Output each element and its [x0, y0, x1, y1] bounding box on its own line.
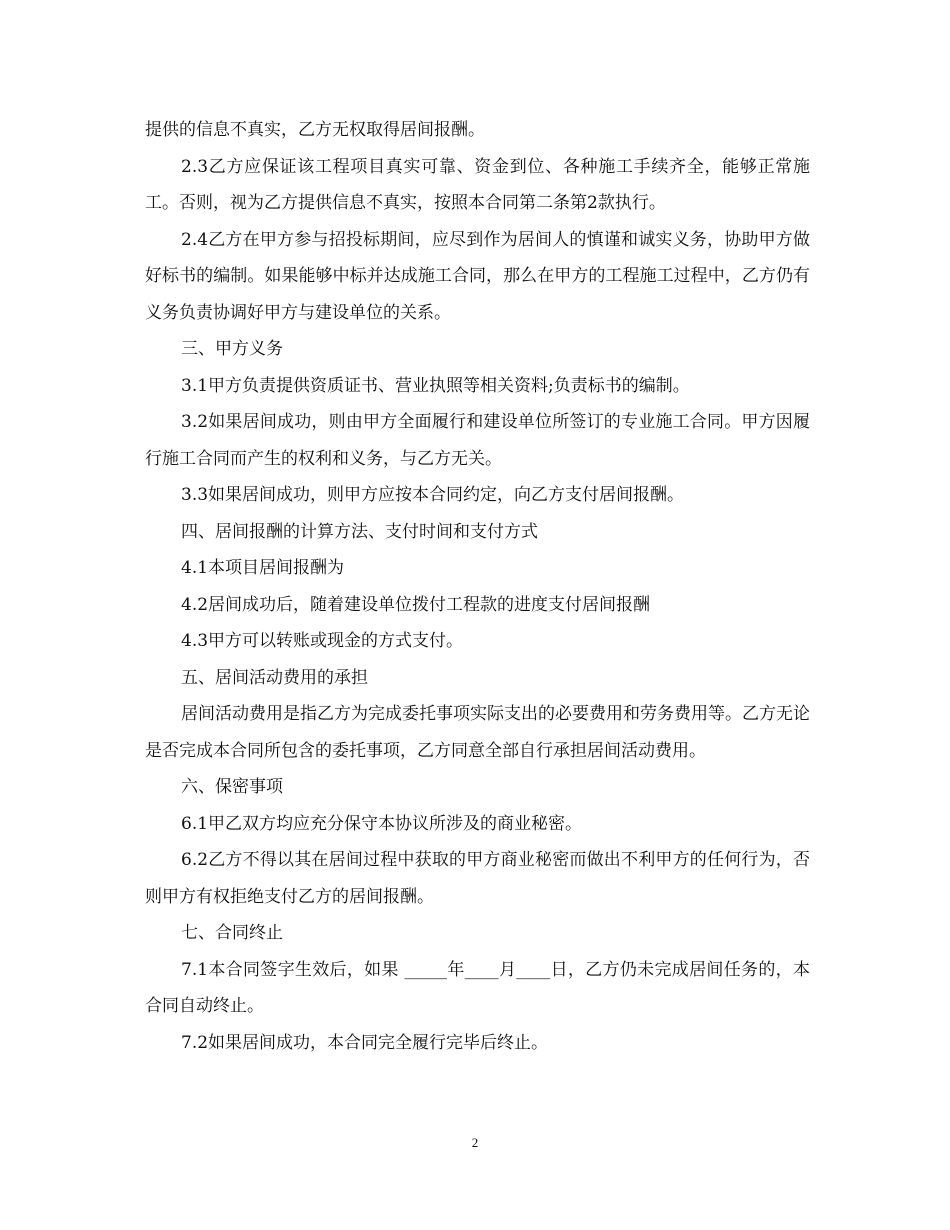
section-heading: 三、甲方义务: [181, 339, 283, 359]
paragraph: 4.3甲方可以转账或现金的方式支付。: [181, 631, 464, 651]
paragraph: 7.1本合同签字生效后，如果 _____年____月____日，乙方仍未完成居间任务的，本合同自动终止。: [145, 959, 810, 1016]
section-heading: 六、保密事项: [181, 777, 283, 797]
paragraph: 2.3乙方应保证该工程项目真实可靠、资金到位、各种施工手续齐全，能够正常施工。否则，视为乙方提供信息不真实，按照本合同第二条第2款执行。: [145, 156, 810, 213]
paragraph: 2.4乙方在甲方参与招投标期间，应尽到作为居间人的慎谨和诚实义务，协助甲方做好标书的编制。如果能够中标并达成施工合同，那么在甲方的工程施工过程中，乙方仍有义务负责协调好甲方与建设单位的关系。: [145, 229, 810, 323]
paragraph: 6.1甲乙双方均应充分保守本协议所涉及的商业秘密。: [181, 813, 583, 834]
paragraph: 提供的信息不真实，乙方无权取得居间报酬。: [145, 120, 485, 140]
paragraph: 3.1甲方负责提供资质证书、营业执照等相关资料;负责标书的编制。: [181, 375, 690, 396]
paragraph: 7.2如果居间成功，本合同完全履行完毕后终止。: [181, 1032, 549, 1053]
paragraph: 3.2如果居间成功，则由甲方全面履行和建设单位所签订的专业施工合同。甲方因履行施工合同而产生的权利和义务，与乙方无关。: [145, 412, 810, 469]
section-heading: 七、合同终止: [181, 923, 283, 943]
paragraph: 4.1本项目居间报酬为: [181, 558, 345, 578]
paragraph: 居间活动费用是指乙方为完成委托事项实际支出的必要费用和劳务费用等。乙方无论是否完成本合同所包含的委托事项，乙方同意全部自行承担居间活动费用。: [145, 704, 810, 761]
section-heading: 五、居间活动费用的承担: [181, 667, 368, 688]
paragraph: 3.3如果居间成功，则甲方应按本合同约定，向乙方支付居间报酬。: [181, 485, 685, 505]
document-body: [145, 112, 810, 1061]
section-heading: 四、居间报酬的计算方法、支付时间和支付方式: [181, 521, 538, 542]
paragraph: 6.2乙方不得以其在居间过程中获取的甲方商业秘密而做出不利甲方的任何行为，否则甲方有权拒绝支付乙方的居间报酬。: [145, 850, 810, 907]
page-number: 2: [471, 1135, 479, 1150]
paragraph: 4.2居间成功后，随着建设单位拨付工程款的进度支付居间报酬: [181, 594, 651, 615]
